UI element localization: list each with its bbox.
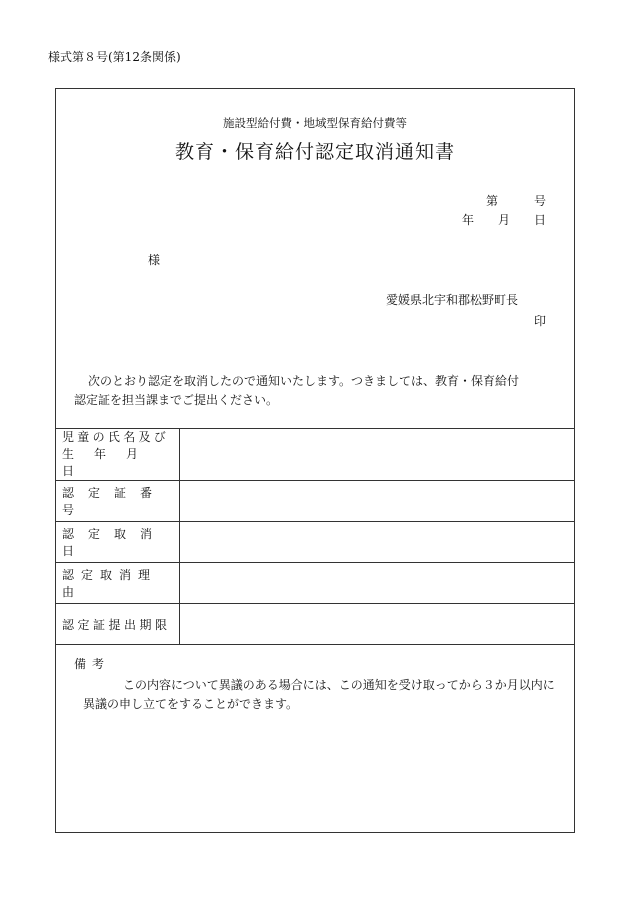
label-text: 児童の氏名及び xyxy=(62,430,170,444)
notice-body-line-1: 次のとおり認定を取消したので通知いたします。つきましては、教育・保育給付 xyxy=(88,374,520,388)
form-title: 教育・保育給付認定取消通知書 xyxy=(174,141,455,163)
issuer-name: 愛媛県北宇和郡松野町長 xyxy=(386,293,519,307)
number-prefix: 第 xyxy=(486,194,499,208)
remarks-line-1: この内容について異議のある場合には、この通知を受け取ってから３か月以内に xyxy=(123,678,555,692)
number-suffix: 号 xyxy=(533,194,546,208)
child-name-dob-field[interactable] xyxy=(180,429,575,481)
revocation-date-field[interactable] xyxy=(180,522,575,563)
submission-deadline-label: 認定証提出期限 xyxy=(56,604,180,645)
revocation-date-label: 認定取消日 xyxy=(56,522,180,563)
submission-deadline-field[interactable] xyxy=(180,604,575,645)
label-line-1 xyxy=(62,429,173,446)
remarks-text xyxy=(83,676,555,714)
notice-body-line-2: 認定証を担当課までご提出ください。 xyxy=(74,393,279,407)
revocation-reason-label: 認定取消理由 xyxy=(56,563,180,604)
document-number-line xyxy=(486,192,546,209)
certificate-number-field[interactable] xyxy=(180,481,575,522)
remarks-label: 備考 xyxy=(74,657,111,671)
table-row xyxy=(56,429,575,481)
notice-form xyxy=(55,88,575,833)
label-line-2: 生年月日 xyxy=(62,447,159,478)
date-year: 年 xyxy=(462,213,475,227)
date-month: 月 xyxy=(497,213,510,227)
seal-mark: 印 xyxy=(534,314,547,328)
table-row xyxy=(56,522,575,563)
details-table xyxy=(55,428,575,645)
child-name-dob-label xyxy=(56,429,180,481)
remarks-line-2: 異議の申し立てをすることができます。 xyxy=(83,697,299,711)
date-line xyxy=(462,211,546,228)
table-row xyxy=(56,563,575,604)
revocation-reason-field[interactable] xyxy=(180,563,575,604)
certificate-number-label: 認定証番号 xyxy=(56,481,180,522)
date-day: 日 xyxy=(533,213,546,227)
table-row xyxy=(56,604,575,645)
table-row xyxy=(56,481,575,522)
form-subtitle: 施設型給付費・地域型保育給付費等 xyxy=(223,116,407,130)
form-number: 様式第８号(第12条関係) xyxy=(48,50,181,64)
notice-body xyxy=(72,372,552,410)
addressee-honorific: 様 xyxy=(148,253,161,267)
